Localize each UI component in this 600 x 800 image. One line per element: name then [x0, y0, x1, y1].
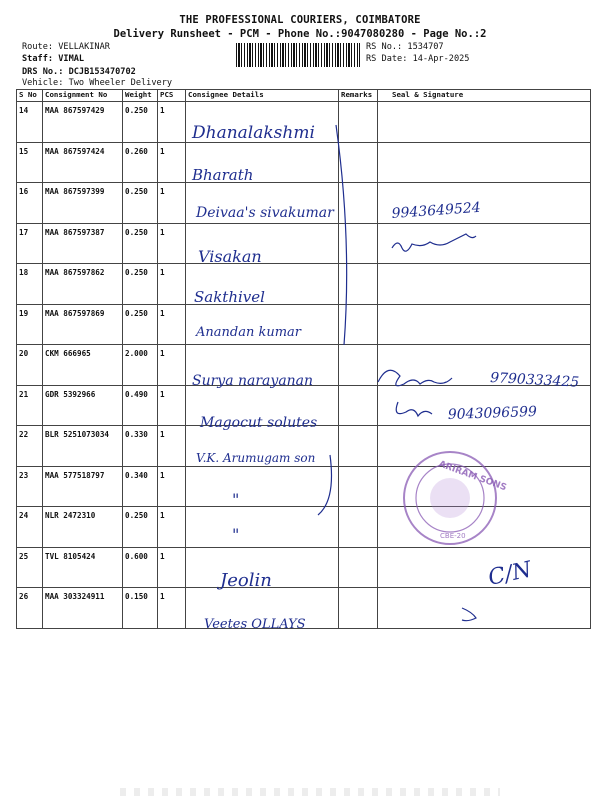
cell-consignee — [186, 426, 339, 467]
cell-seal-signature — [378, 507, 591, 548]
cell-weight: 0.490 — [123, 385, 158, 426]
cell-sno: 25 — [17, 547, 43, 588]
cell-seal-signature — [378, 588, 591, 629]
cell-consignment-no: MAA 303324911 — [43, 588, 123, 629]
cell-sno: 16 — [17, 183, 43, 224]
drs-number: DRS No.: DCJB153470702 — [22, 67, 136, 77]
col-header-remarks: Remarks — [339, 90, 378, 102]
cell-seal-signature — [378, 466, 591, 507]
cell-consignee — [186, 547, 339, 588]
staff-label: Staff: VIMAL — [22, 54, 85, 64]
cell-pcs: 1 — [158, 304, 186, 345]
cell-consignee — [186, 304, 339, 345]
cell-pcs: 1 — [158, 223, 186, 264]
col-header-consignment: Consignment No — [43, 90, 123, 102]
cell-weight: 0.250 — [123, 304, 158, 345]
vehicle-label: Vehicle: Two Wheeler Delivery — [22, 78, 173, 88]
table-row — [17, 345, 591, 386]
barcode — [236, 43, 360, 67]
cell-weight: 0.600 — [123, 547, 158, 588]
cell-consignment-no: CKM 666965 — [43, 345, 123, 386]
cell-consignment-no: GDR 5392966 — [43, 385, 123, 426]
cell-seal-signature — [378, 385, 591, 426]
cell-remarks — [339, 466, 378, 507]
cell-pcs: 1 — [158, 142, 186, 183]
handwritten-consignee-name: V.K. Arumugam son — [196, 451, 316, 465]
cell-weight: 0.250 — [123, 507, 158, 548]
cell-consignee — [186, 507, 339, 548]
cell-remarks — [339, 223, 378, 264]
cell-seal-signature — [378, 426, 591, 467]
footer-smudge — [120, 788, 500, 796]
cell-remarks — [339, 304, 378, 345]
cell-pcs: 1 — [158, 345, 186, 386]
stamp-text: ARIRAM SONS — [437, 459, 508, 494]
cell-sno: 24 — [17, 507, 43, 548]
col-header-consignee: Consignee Details — [186, 90, 339, 102]
cell-weight: 0.150 — [123, 588, 158, 629]
cell-remarks — [339, 264, 378, 305]
rs-date: RS Date: 14-Apr-2025 — [366, 54, 470, 64]
signature-note: C/N — [486, 557, 534, 591]
cell-sno: 22 — [17, 426, 43, 467]
cell-sno: 23 — [17, 466, 43, 507]
table-row — [17, 183, 591, 224]
cell-weight: 0.250 — [123, 223, 158, 264]
table-row — [17, 142, 591, 183]
cell-weight: 0.260 — [123, 142, 158, 183]
cell-remarks — [339, 588, 378, 629]
handwritten-consignee-name: Bharath — [192, 166, 254, 184]
cell-consignee — [186, 385, 339, 426]
cell-pcs: 1 — [158, 547, 186, 588]
cell-seal-signature — [378, 547, 591, 588]
col-header-sno: S No — [17, 90, 43, 102]
cell-remarks — [339, 426, 378, 467]
cell-remarks — [339, 345, 378, 386]
table-row — [17, 385, 591, 426]
cell-pcs: 1 — [158, 466, 186, 507]
cell-seal-signature — [378, 142, 591, 183]
cell-sno: 26 — [17, 588, 43, 629]
table-row — [17, 547, 591, 588]
table-row — [17, 588, 591, 629]
cell-consignee — [186, 588, 339, 629]
table-header-row — [17, 90, 591, 102]
handwritten-consignee-name: Anandan kumar — [196, 325, 302, 340]
cell-pcs: 1 — [158, 102, 186, 143]
cell-weight: 0.340 — [123, 466, 158, 507]
col-header-seal: Seal & Signature — [378, 90, 591, 102]
stamp-subtext: CBE-20 — [440, 532, 466, 540]
cell-pcs: 1 — [158, 183, 186, 224]
cell-pcs: 1 — [158, 264, 186, 305]
cell-remarks — [339, 102, 378, 143]
cell-remarks — [339, 142, 378, 183]
handwritten-phone-number: 9043096599 — [447, 403, 538, 423]
table-row — [17, 507, 591, 548]
rs-number: RS No.: 1534707 — [366, 42, 444, 52]
cell-sno: 19 — [17, 304, 43, 345]
cell-seal-signature — [378, 183, 591, 224]
cell-sno: 14 — [17, 102, 43, 143]
runsheet-title: THE PROFESSIONAL COURIERS, COIMBATORE — [179, 14, 421, 26]
cell-consignment-no: MAA 867597429 — [43, 102, 123, 143]
cell-consignment-no: BLR 5251073034 — [43, 426, 123, 467]
runsheet-table — [16, 89, 591, 629]
cell-remarks — [339, 547, 378, 588]
cell-consignee — [186, 183, 339, 224]
cell-consignee — [186, 223, 339, 264]
cell-consignment-no: MAA 867597424 — [43, 142, 123, 183]
cell-pcs: 1 — [158, 588, 186, 629]
handwritten-consignee-name: Magocut solutes — [200, 415, 318, 431]
cell-sno: 18 — [17, 264, 43, 305]
cell-weight: 0.250 — [123, 264, 158, 305]
cell-sno: 15 — [17, 142, 43, 183]
col-header-pcs: PCS — [158, 90, 186, 102]
cell-weight: 0.330 — [123, 426, 158, 467]
cell-seal-signature — [378, 102, 591, 143]
cell-weight: 0.250 — [123, 102, 158, 143]
cell-consignment-no: TVL 8105424 — [43, 547, 123, 588]
table-row — [17, 466, 591, 507]
cell-consignee — [186, 345, 339, 386]
cell-consignment-no: MAA 867597862 — [43, 264, 123, 305]
handwritten-consignee-name: Dhanalakshmi — [192, 123, 315, 143]
cell-sno: 20 — [17, 345, 43, 386]
cell-remarks — [339, 507, 378, 548]
table-row — [17, 102, 591, 143]
cell-seal-signature — [378, 345, 591, 386]
handwritten-consignee-name: Visakan — [198, 247, 262, 266]
runsheet-subtitle: Delivery Runsheet - PCM - Phone No.:9047080280 - Page No.:2 — [113, 28, 487, 40]
cell-remarks — [339, 385, 378, 426]
handwritten-phone-number: 9943649524 — [391, 199, 482, 222]
route-label: Route: VELLAKINAR — [22, 42, 110, 52]
cell-consignment-no: MAA 577518797 — [43, 466, 123, 507]
cell-pcs: 1 — [158, 507, 186, 548]
table-row — [17, 426, 591, 467]
handwritten-consignee-name: Sakthivel — [194, 288, 265, 306]
cell-seal-signature — [378, 223, 591, 264]
handwritten-consignee-name: " — [232, 525, 240, 544]
cell-remarks — [339, 183, 378, 224]
cell-consignment-no: NLR 2472310 — [43, 507, 123, 548]
cell-sno: 17 — [17, 223, 43, 264]
table-row — [17, 223, 591, 264]
handwritten-consignee-name: Veetes OLLAYS — [204, 617, 306, 632]
cell-consignment-no: MAA 867597387 — [43, 223, 123, 264]
cell-weight: 2.000 — [123, 345, 158, 386]
cell-consignment-no: MAA 867597869 — [43, 304, 123, 345]
cell-seal-signature — [378, 264, 591, 305]
table-row — [17, 304, 591, 345]
cell-seal-signature — [378, 304, 591, 345]
cell-consignee — [186, 102, 339, 143]
cell-consignee — [186, 264, 339, 305]
cell-consignment-no: MAA 867597399 — [43, 183, 123, 224]
handwritten-consignee-name: Surya narayanan — [192, 373, 314, 389]
cell-consignee — [186, 142, 339, 183]
col-header-weight: Weight — [123, 90, 158, 102]
cell-pcs: 1 — [158, 385, 186, 426]
handwritten-consignee-name: Jeolin — [220, 570, 272, 591]
cell-sno: 21 — [17, 385, 43, 426]
handwritten-phone-number: 9790333425 — [489, 370, 580, 391]
handwritten-consignee-name: " — [232, 490, 240, 509]
cell-consignee — [186, 466, 339, 507]
table-row — [17, 264, 591, 305]
handwritten-consignee-name: Deivaa's sivakumar — [196, 205, 334, 221]
cell-pcs: 1 — [158, 426, 186, 467]
cell-weight: 0.250 — [123, 183, 158, 224]
